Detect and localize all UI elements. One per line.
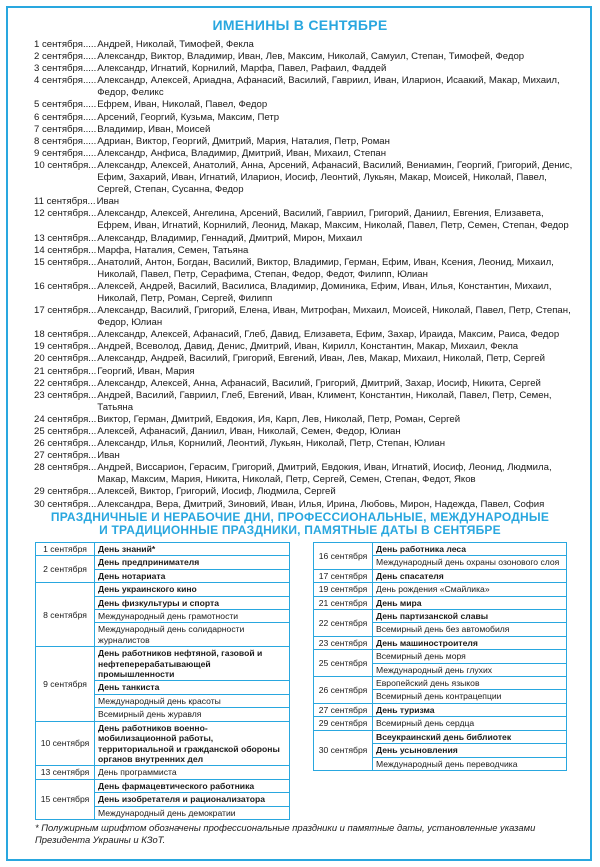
nameday-names: Александр, Василий, Григорий, Елена, Иван, Митрофан, Михаил, Моисей, Николай, Павел, Петр, Степан, Федор, Юлиан xyxy=(97,305,571,329)
nameday-names: Андрей, Всеволод, Давид, Денис, Дмитрий, Иван, Кирилл, Константин, Макар, Михаил, Фекла xyxy=(97,341,519,353)
holiday-row xyxy=(36,766,290,779)
holiday-date: 26 сентября xyxy=(314,677,373,704)
nameday-date: 2 сентября..... xyxy=(34,51,97,63)
footnote: * Полужирным шрифтом обозначены профессиональные праздники и памятные даты, установленные указами Президента Украины и КЗоТ. xyxy=(35,822,536,846)
nameday-date: 16 сентября... xyxy=(34,280,97,292)
nameday-date: 4 сентября..... xyxy=(34,75,97,87)
holiday-name: Международный день переводчика xyxy=(373,757,567,770)
holidays-title xyxy=(40,511,560,536)
namedays-title: ИМЕНИНЫ В СЕНТЯБРЕ xyxy=(212,17,388,33)
nameday-date: 10 сентября... xyxy=(34,159,97,171)
holiday-row xyxy=(314,583,567,596)
nameday-date: 21 сентября... xyxy=(34,365,97,377)
holiday-date: 19 сентября xyxy=(314,583,373,596)
holiday-row xyxy=(314,543,567,556)
holiday-row xyxy=(314,717,567,730)
holiday-row xyxy=(314,610,567,623)
nameday-date: 24 сентября... xyxy=(34,413,97,425)
nameday-row xyxy=(34,281,574,305)
nameday-row xyxy=(34,160,574,196)
nameday-date: 8 сентября..... xyxy=(34,135,97,147)
holiday-name: Международный день охраны озонового слоя xyxy=(373,556,567,569)
holiday-name: День партизанской славы xyxy=(373,610,567,623)
nameday-row xyxy=(34,353,574,365)
holiday-row xyxy=(36,543,290,556)
nameday-row xyxy=(34,148,574,160)
holiday-name: День изобретателя и рационализатора xyxy=(95,793,290,806)
nameday-date: 19 сентября... xyxy=(34,341,97,353)
nameday-date: 25 сентября... xyxy=(34,426,97,437)
nameday-row xyxy=(34,136,574,148)
holiday-name: День украинского кино xyxy=(95,583,290,596)
holiday-name: Международный день солидарности журналистов xyxy=(95,623,290,647)
holiday-date: 27 сентября xyxy=(314,703,373,716)
holiday-name: День фармацевтического работника xyxy=(95,779,290,792)
nameday-row xyxy=(34,462,574,486)
nameday-date: 11 сентября... xyxy=(34,196,96,208)
holiday-name: Европейский день языков xyxy=(373,677,567,690)
nameday-row xyxy=(34,233,574,245)
nameday-names: Александр, Владимир, Геннадий, Дмитрий, Мирон, Михаил xyxy=(97,232,363,244)
holiday-name: Международный день демократии xyxy=(95,806,290,819)
nameday-date: 13 сентября... xyxy=(34,232,97,244)
nameday-row xyxy=(34,450,574,462)
holiday-name: День программиста xyxy=(95,766,290,779)
holiday-name: День мира xyxy=(373,596,567,609)
nameday-names: Александр, Алексей, Афанасий, Глеб, Давид, Елизавета, Ефим, Захар, Ираида, Максим, Раиса, Федор xyxy=(97,329,560,341)
holiday-row xyxy=(36,556,290,569)
holidays-title-line-1: ПРАЗДНИЧНЫЕ И НЕРАБОЧИЕ ДНИ, ПРОФЕССИОНАЛЬНЫЕ, МЕЖДУНАРОДНЫЕ xyxy=(50,510,550,524)
nameday-date: 22 сентября... xyxy=(34,377,97,389)
nameday-names: Алексей, Афанасий, Даниил, Иван, Николай, Семен, Федор, Юлиан xyxy=(97,426,401,437)
nameday-row xyxy=(34,208,574,232)
holiday-row xyxy=(314,596,567,609)
holiday-name: Всемирный день без автомобиля xyxy=(373,623,567,636)
holiday-name: Всемирный день сердца xyxy=(373,717,567,730)
holiday-row xyxy=(314,703,567,716)
namedays-list xyxy=(34,39,574,511)
holiday-name: Всемирный день моря xyxy=(373,650,567,663)
nameday-names: Александр, Алексей, Ангелина, Арсений, Василий, Гавриил, Григорий, Даниил, Евгения, Елизавета, Ефрем, Иван, Игнатий, Корнилий, Леонид, Макар, Максим, Николай, Павел, Петр, Семен, Степан, Федор xyxy=(97,208,569,232)
nameday-date: 9 сентября..... xyxy=(34,147,97,159)
nameday-row xyxy=(34,414,574,426)
nameday-row xyxy=(34,112,574,124)
nameday-date: 6 сентября..... xyxy=(34,111,97,123)
holiday-date: 9 сентября xyxy=(36,647,95,721)
holiday-name: День предпринимателя xyxy=(95,556,290,569)
holiday-row xyxy=(314,730,567,743)
holiday-date: 16 сентября xyxy=(314,543,373,570)
nameday-date: 28 сентября... xyxy=(34,462,97,474)
nameday-names: Алексей, Андрей, Василий, Василиса, Владимир, Доминика, Ефим, Иван, Илья, Константин, Михаил, Николай, Петр, Роман, Сергей, Филипп xyxy=(97,280,552,304)
nameday-row xyxy=(34,378,574,390)
nameday-names: Александр, Андрей, Василий, Григорий, Евгений, Иван, Лев, Макар, Михаил, Николай, Петр, Сергей xyxy=(97,353,545,365)
holiday-name: Международный день грамотности xyxy=(95,610,290,623)
nameday-row xyxy=(34,486,574,498)
holidays-title-line-2: И ТРАДИЦИОННЫЕ ПРАЗДНИКИ, ПАМЯТНЫЕ ДАТЫ В СЕНТЯБРЕ xyxy=(99,522,501,537)
nameday-date: 17 сентября... xyxy=(34,305,97,317)
holiday-name: День физкультуры и спорта xyxy=(95,596,290,609)
nameday-names: Иван xyxy=(96,196,120,208)
holiday-name: День усыновления xyxy=(373,744,567,757)
holiday-date: 21 сентября xyxy=(314,596,373,609)
nameday-date: 5 сентября..... xyxy=(34,99,97,111)
nameday-names: Александра, Вера, Дмитрий, Зиновий, Иван, Илья, Ирина, Любовь, Мирон, Надежда, Павел, София xyxy=(97,498,545,510)
nameday-row xyxy=(34,499,574,511)
holiday-date: 2 сентября xyxy=(36,556,95,583)
nameday-names: Александр, Алексей, Анна, Афанасий, Василий, Григорий, Дмитрий, Захар, Иосиф, Никита, Сергей xyxy=(97,377,541,389)
nameday-names: Александр, Алексей, Анатолий, Анна, Арсений, Афанасий, Василий, Вениамин, Георгий, Григорий, Денис, Ефим, Захарий, Иван, Игнатий, Иларион, Иосиф, Леонтий, Лукьян, Макар, Моисей, Николай, Павел, Сергей, Степан, Сусанна, Федор xyxy=(97,159,573,196)
holiday-name: День работника леса xyxy=(373,543,567,556)
nameday-row xyxy=(34,39,574,51)
holiday-row xyxy=(36,647,290,681)
nameday-date: 27 сентября... xyxy=(34,450,97,462)
holiday-name: Международный день красоты xyxy=(95,694,290,707)
nameday-names: Алексей, Виктор, Григорий, Иосиф, Людмила, Сергей xyxy=(97,486,336,498)
holiday-name: День рождения «Смайлика» xyxy=(373,583,567,596)
holiday-row xyxy=(314,636,567,649)
holiday-date: 29 сентября xyxy=(314,717,373,730)
holidays-table-right xyxy=(313,542,567,771)
holiday-name: День танкиста xyxy=(95,681,290,694)
holiday-date: 17 сентября xyxy=(314,569,373,582)
nameday-names: Андрей, Виссарион, Герасим, Григорий, Дмитрий, Евдокия, Иван, Игнатий, Иосиф, Леонид, Людмила, Макар, Максим, Мария, Никита, Николай, Петр, Сергей, Семен, Степан, Федот, Яков xyxy=(97,462,552,486)
nameday-date: 26 сентября... xyxy=(34,438,97,450)
holiday-date: 22 сентября xyxy=(314,610,373,637)
nameday-names: Марфа, Наталия, Семен, Татьяна xyxy=(97,244,249,256)
holiday-name: Всемирный день контрацепции xyxy=(373,690,567,703)
nameday-row xyxy=(34,426,574,438)
nameday-date: 1 сентября..... xyxy=(34,39,97,50)
nameday-names: Александр, Анфиса, Владимир, Дмитрий, Иван, Михаил, Степан xyxy=(97,147,387,159)
nameday-date: 3 сентября..... xyxy=(34,63,97,75)
nameday-names: Александр, Игнатий, Корнилий, Марфа, Павел, Рафаил, Фаддей xyxy=(97,63,387,75)
holiday-row xyxy=(314,677,567,690)
holiday-row xyxy=(314,650,567,663)
holiday-date: 15 сентября xyxy=(36,779,95,819)
nameday-row xyxy=(34,305,574,329)
holiday-date: 23 сентября xyxy=(314,636,373,649)
nameday-date: 30 сентября... xyxy=(34,498,97,510)
nameday-date: 7 сентября..... xyxy=(34,123,97,135)
nameday-date: 20 сентября... xyxy=(34,353,97,365)
nameday-names: Иван xyxy=(97,450,120,462)
nameday-row xyxy=(34,438,574,450)
nameday-names: Виктор, Герман, Дмитрий, Евдокия, Ия, Карп, Лев, Николай, Петр, Роман, Сергей xyxy=(97,413,461,425)
nameday-names: Александр, Виктор, Владимир, Иван, Лев, Максим, Николай, Самуил, Степан, Тимофей, Федор xyxy=(97,51,525,63)
nameday-row xyxy=(34,75,574,99)
holiday-name: День туризма xyxy=(373,703,567,716)
holiday-name: День знаний* xyxy=(95,543,290,556)
holiday-name: Всемирный день журавля xyxy=(95,708,290,721)
holidays-table-left xyxy=(35,542,290,820)
holiday-name: День работников военно-мобилизационной работы, территориальной и гражданской обороны органов внутренних дел xyxy=(95,721,290,766)
nameday-row xyxy=(34,196,574,208)
holiday-name: Международный день глухих xyxy=(373,663,567,676)
nameday-row xyxy=(34,329,574,341)
holiday-date: 8 сентября xyxy=(36,583,95,647)
holiday-name: День нотариата xyxy=(95,569,290,582)
holiday-row xyxy=(36,721,290,766)
nameday-names: Арсений, Георгий, Кузьма, Максим, Петр xyxy=(97,111,280,123)
nameday-row xyxy=(34,63,574,75)
nameday-date: 29 сентября... xyxy=(34,486,97,498)
nameday-date: 14 сентября... xyxy=(34,244,97,256)
nameday-names: Андрей, Николай, Тимофей, Фекла xyxy=(97,39,254,50)
nameday-row xyxy=(34,124,574,136)
nameday-row xyxy=(34,257,574,281)
nameday-date: 18 сентября... xyxy=(34,329,97,341)
nameday-names: Анатолий, Антон, Богдан, Василий, Виктор, Владимир, Герман, Ефим, Иван, Ксения, Леонид, Михаил, Николай, Павел, Петр, Серафима, Степан, Федор, Федот, Филипп, Юлиан xyxy=(97,256,554,280)
holiday-date: 1 сентября xyxy=(36,543,95,556)
holiday-name: День спасателя xyxy=(373,569,567,582)
holiday-date: 13 сентября xyxy=(36,766,95,779)
holiday-date: 10 сентября xyxy=(36,721,95,766)
nameday-date: 12 сентября... xyxy=(34,208,97,220)
nameday-row xyxy=(34,51,574,63)
nameday-row xyxy=(34,366,574,378)
nameday-names: Адриан, Виктор, Георгий, Дмитрий, Мария, Наталия, Петр, Роман xyxy=(97,135,390,147)
holiday-name: Всеукраинский день библиотек xyxy=(373,730,567,743)
nameday-names: Александр, Алексей, Ариадна, Афанасий, Василий, Гавриил, Иван, Иларион, Исаакий, Макар, Михаил, Федор, Феликс xyxy=(97,75,560,99)
nameday-row xyxy=(34,390,574,414)
holiday-date: 25 сентября xyxy=(314,650,373,677)
holiday-name: День машиностроителя xyxy=(373,636,567,649)
nameday-row xyxy=(34,245,574,257)
holiday-row xyxy=(36,583,290,596)
nameday-date: 23 сентября... xyxy=(34,389,97,401)
holiday-row xyxy=(36,779,290,792)
holiday-row xyxy=(314,569,567,582)
nameday-row xyxy=(34,341,574,353)
holiday-date: 30 сентября xyxy=(314,730,373,770)
nameday-date: 15 сентября... xyxy=(34,256,97,268)
holiday-name: День работников нефтяной, газовой и нефтеперерабатывающей промышленности xyxy=(95,647,290,681)
nameday-names: Александр, Илья, Корнилий, Леонтий, Лукьян, Николай, Петр, Степан, Юлиан xyxy=(97,438,445,450)
nameday-row xyxy=(34,99,574,111)
nameday-names: Ефрем, Иван, Николай, Павел, Федор xyxy=(97,99,268,111)
nameday-names: Андрей, Василий, Гавриил, Глеб, Евгений, Иван, Климент, Константин, Николай, Павел, Петр, Семен, Татьяна xyxy=(97,389,552,413)
nameday-names: Георгий, Иван, Мария xyxy=(97,365,195,377)
nameday-names: Владимир, Иван, Моисей xyxy=(97,123,211,135)
